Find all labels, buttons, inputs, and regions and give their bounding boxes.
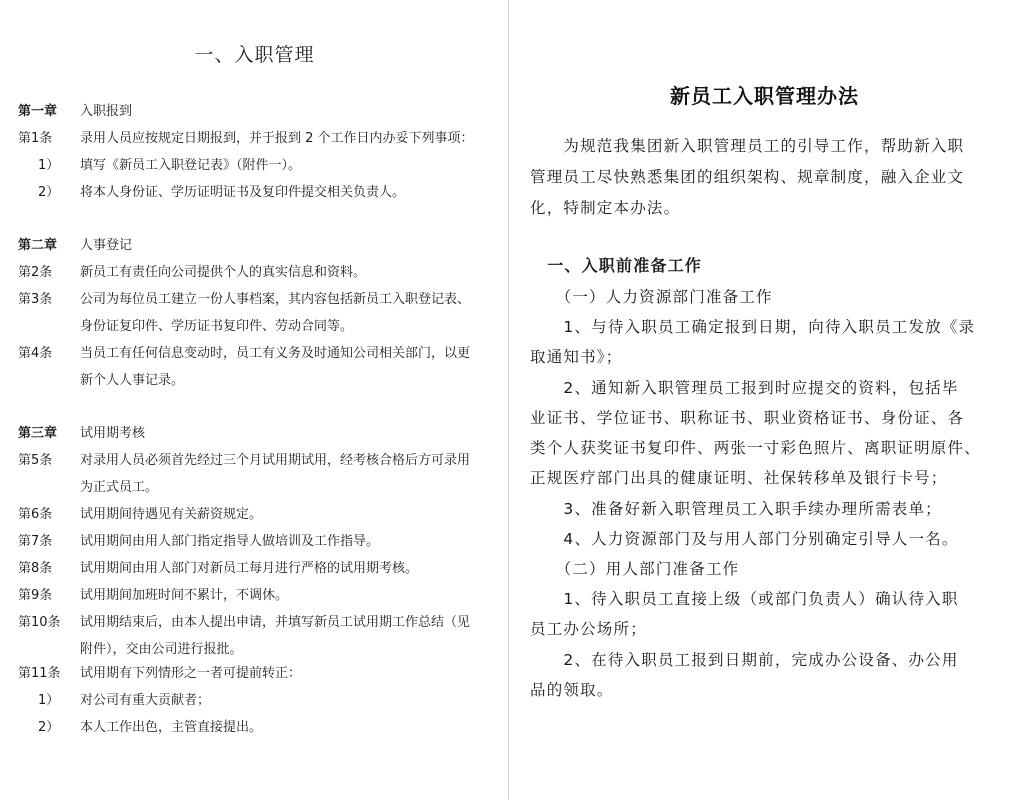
- article-text-line-2: 附件），交由公司进行报批。: [80, 642, 243, 657]
- chapter-title: 入职报到: [80, 104, 133, 119]
- article-text: 试用期间由用人部门对新员工每月进行严格的试用期考核。: [80, 561, 419, 576]
- article-label: 第4条: [18, 346, 53, 361]
- item-label: 2）: [38, 720, 60, 735]
- article-label: 第11条: [18, 666, 61, 681]
- right-document-page: [510, 0, 1019, 800]
- section-heading: 一、入职前准备工作: [530, 256, 703, 275]
- item-text: 本人工作出色，主管直接提出。: [80, 720, 263, 735]
- article-text-line-2: 为正式员工。: [80, 480, 159, 495]
- para-2-line-4: 正规医疗部门出具的健康证明、社保转移单及银行卡号；: [530, 469, 948, 487]
- chapter-title: 试用期考核: [80, 426, 146, 441]
- para-2-line-2: 业证书、学位证书、职称证书、职业资格证书、身份证、各: [530, 409, 965, 427]
- article-text: 试用期有下列情形之一者可提前转正：: [80, 666, 302, 681]
- subsection-heading-1: （一）人力资源部门准备工作: [530, 288, 773, 306]
- article-text-line-1: 对录用人员必须首先经过三个月试用期试用，经考核合格后方可录用: [80, 453, 471, 468]
- article-text: 试用期间加班时间不累计，不调休。: [80, 588, 289, 603]
- article-text-line-1: 当员工有任何信息变动时，员工有义务及时通知公司相关部门，以更: [80, 346, 471, 361]
- para-6-line-1: 2、在待入职员工报到日期前，完成办公设备、办公用: [530, 651, 959, 669]
- article-text: 试用期间由用人部门指定指导人做培训及工作指导。: [80, 534, 380, 549]
- article-text-line-1: 试用期结束后，由本人提出申请，并填写新员工试用期工作总结（见: [80, 615, 471, 630]
- subsection-heading-2: （二）用人部门准备工作: [530, 560, 740, 578]
- para-4: 4、人力资源部门及与用人部门分别确定引导人一名。: [530, 530, 959, 548]
- item-text: 填写《新员工入职登记表》（附件一）。: [80, 158, 302, 173]
- para-2-line-3: 类个人获奖证书复印件、两张一寸彩色照片、离职证明原件、: [530, 439, 981, 457]
- item-label: 1）: [38, 158, 60, 173]
- article-label: 第2条: [18, 265, 53, 280]
- chapter-label: 第一章: [18, 104, 58, 119]
- chapter-label: 第二章: [18, 238, 58, 253]
- article-label: 第8条: [18, 561, 53, 576]
- article-text: 录用人员应按规定日期报到，并于报到 2 个工作日内办妥下列事项：: [80, 131, 474, 146]
- left-page-title: 一、入职管理: [194, 44, 315, 66]
- para-1-line-1: 1、与待入职员工确定报到日期，向待入职员工发放《录: [530, 318, 976, 336]
- article-label: 第6条: [18, 507, 53, 522]
- article-text-line-2: 身份证复印件、学历证书复印件、劳动合同等。: [80, 319, 354, 334]
- article-label: 第10条: [18, 615, 61, 630]
- chapter-title: 人事登记: [80, 238, 133, 253]
- article-text-line-2: 新个人人事记录。: [80, 373, 185, 388]
- para-3: 3、准备好新入职管理员工入职手续办理所需表单；: [530, 500, 942, 518]
- article-label: 第3条: [18, 292, 53, 307]
- para-2-line-1: 2、通知新入职管理员工报到时应提交的资料，包括毕: [530, 379, 959, 397]
- item-text: 对公司有重大贡献者；: [80, 693, 211, 708]
- intro-line-1: 为规范我集团新入职管理员工的引导工作，帮助新入职: [530, 137, 965, 155]
- intro-line-3: 化，特制定本办法。: [530, 199, 681, 217]
- article-label: 第1条: [18, 131, 53, 146]
- article-label: 第5条: [18, 453, 53, 468]
- article-text: 新员工有责任向公司提供个人的真实信息和资料。: [80, 265, 367, 280]
- article-text-line-1: 公司为每位员工建立一份人事档案，其内容包括新员工入职登记表、: [80, 292, 471, 307]
- article-text: 试用期间待遇见有关薪资规定。: [80, 507, 263, 522]
- left-document-page: [0, 0, 509, 800]
- right-page-title: 新员工入职管理办法: [670, 84, 859, 108]
- item-label: 2）: [38, 185, 60, 200]
- para-5-line-1: 1、待入职员工直接上级（或部门负责人）确认待入职: [530, 590, 959, 608]
- chapter-label: 第三章: [18, 426, 58, 441]
- article-label: 第7条: [18, 534, 53, 549]
- article-label: 第9条: [18, 588, 53, 603]
- para-1-line-2: 取通知书》；: [530, 348, 623, 366]
- para-5-line-2: 员工办公场所；: [530, 620, 647, 638]
- item-label: 1）: [38, 693, 60, 708]
- item-text: 将本人身份证、学历证明证书及复印件提交相关负责人。: [80, 185, 406, 200]
- para-6-line-2: 品的领取。: [530, 681, 614, 699]
- intro-line-2: 管理员工尽快熟悉集团的组织架构、规章制度，融入企业文: [530, 168, 965, 186]
